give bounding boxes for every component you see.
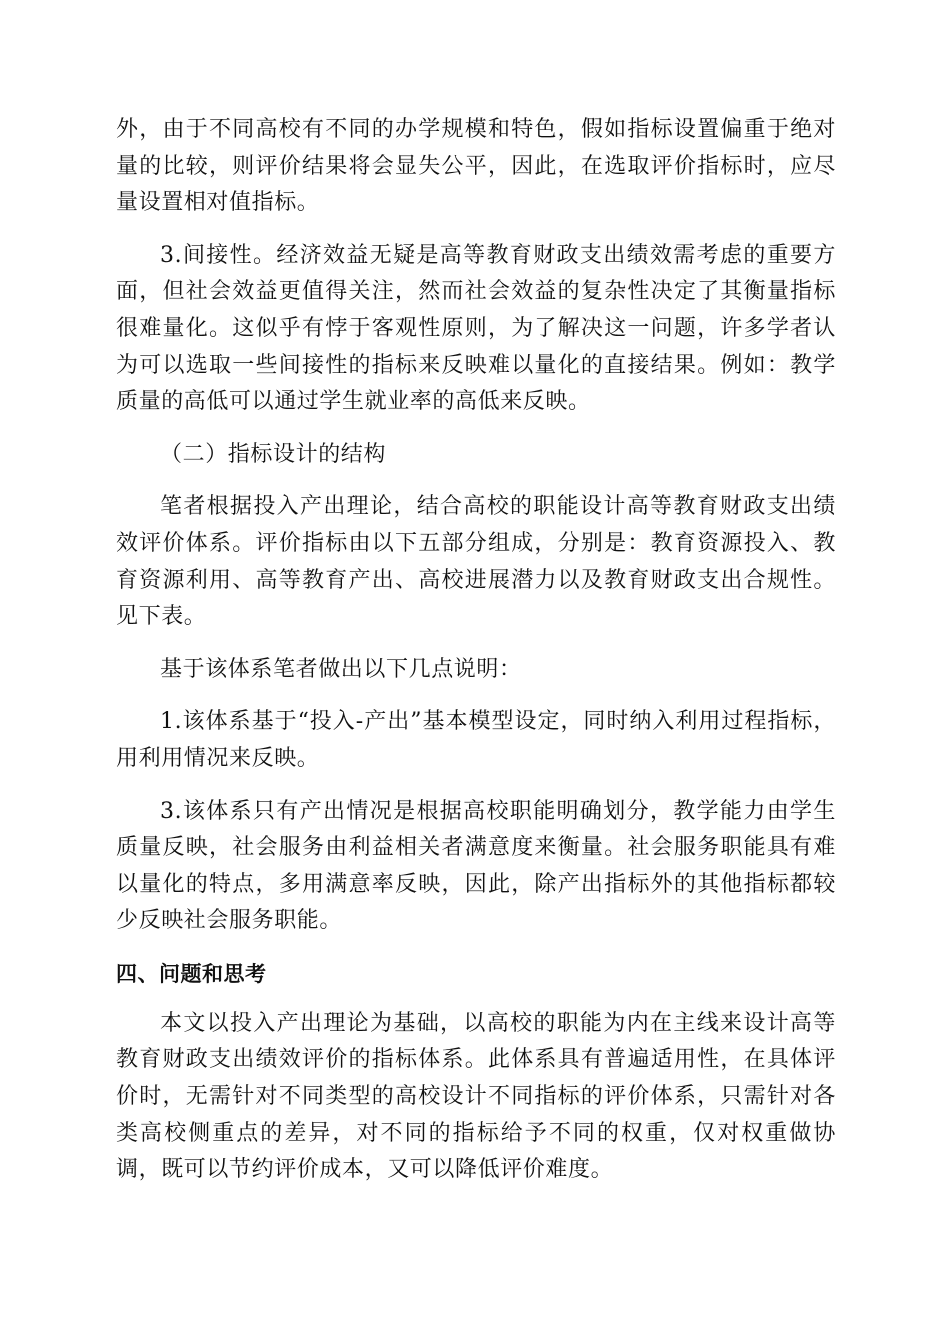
paragraph-notes-intro: 基于该体系笔者做出以下几点说明：	[160, 656, 522, 682]
paragraph-conclusion: 本文以投入产出理论为基础，以高校的职能为内在主线来设计高等教育财政支出绩效评价的指标体系。此体系具有普遍适用性，在具体评价时，无需针对不同类型的高校设计不同指标的评价体系，只需针对各类高校侧重点的差异，对不同的指标给予不同的权重，仅对权重做协调，既可以节约评价成本，又可以降低评价难度。	[116, 1010, 836, 1183]
paragraph-indirectness: 3.间接性。经济效益无疑是高等教育财政支出绩效需考虑的重要方面，但社会效益更值得关注，然而社会效益的复杂性决定了其衡量指标很难量化。这似乎有悖于客观性原则，为了解决这一问题，许多学者认为可以选取一些间接性的指标来反映难以量化的直接结果。例如：教学质量的高低可以通过学生就业率的高低来反映。	[116, 242, 836, 415]
document-body	[116, 112, 836, 1205]
paragraph-note-1: 1.该体系基于“投入-产出”基本模型设定，同时纳入利用过程指标，用利用情况来反映。	[116, 709, 836, 771]
paragraph-continuation: 外，由于不同高校有不同的办学规模和特色，假如指标设置偏重于绝对量的比较，则评价结果将会显失公平，因此，在选取评价指标时，应尽量设置相对值指标。	[116, 117, 836, 216]
section-heading: 四、问题和思考	[116, 961, 267, 986]
section-subheading: （二）指标设计的结构	[160, 441, 387, 467]
paragraph-note-3: 3.该体系只有产出情况是根据高校职能明确划分，教学能力由学生质量反映，社会服务由利益相关者满意度来衡量。社会服务职能具有难以量化的特点，多用满意率反映，因此，除产出指标外的其他指标都较少反映社会服务职能。	[116, 798, 836, 934]
paragraph-structure: 笔者根据投入产出理论，结合高校的职能设计高等教育财政支出绩效评价体系。评价指标由以下五部分组成，分别是：教育资源投入、教育资源利用、高等教育产出、高校进展潜力以及教育财政支出合规性。见下表。	[116, 494, 836, 630]
